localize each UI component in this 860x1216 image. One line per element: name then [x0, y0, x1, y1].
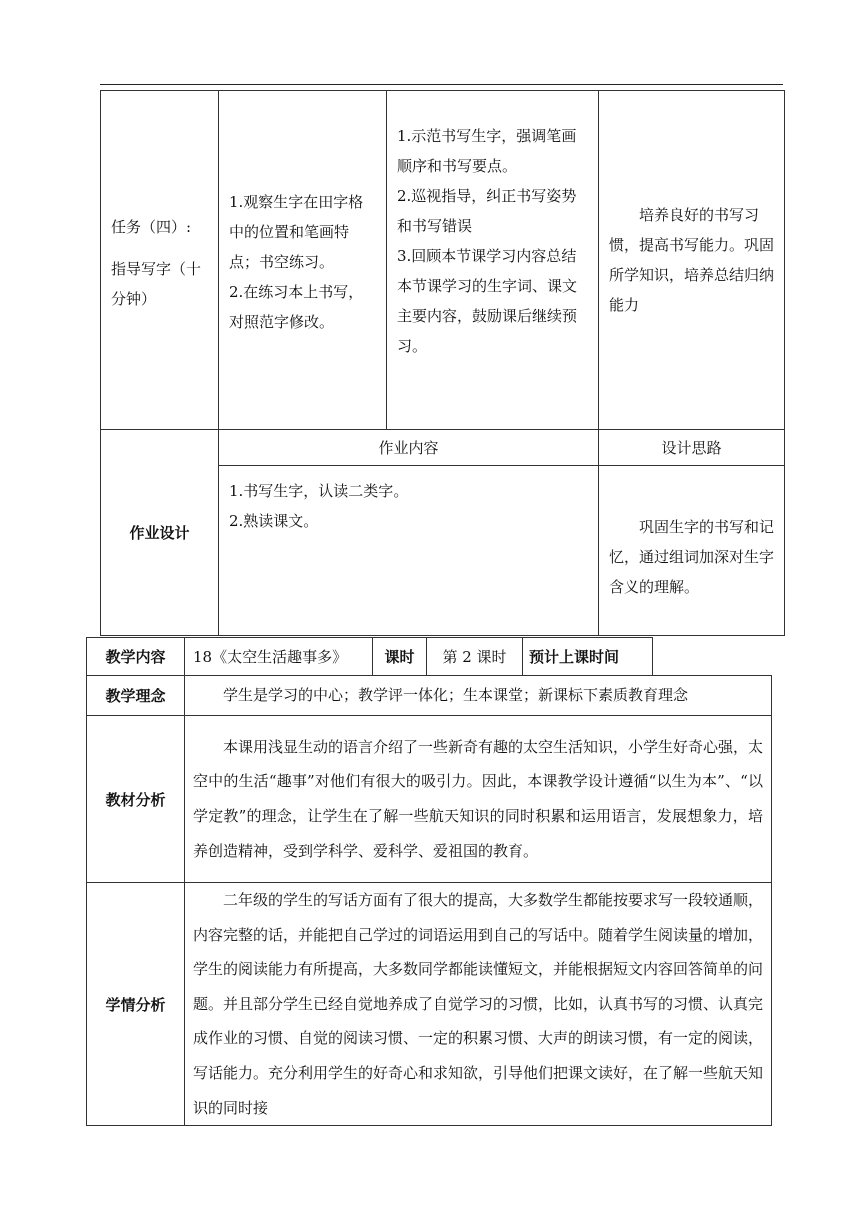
homework-content-header: 作业内容	[219, 430, 599, 466]
homework-design-text: 巩固生字的书写和记忆，通过组词加深对生字含义的理解。	[609, 517, 775, 596]
task4-teacher-item: 2.巡视指导，纠正书写姿势和书写错误	[397, 187, 577, 235]
material-row	[87, 716, 772, 883]
task4-teacher-item: 1.示范书写生字，强调笔画顺序和书写要点。	[397, 127, 577, 175]
homework-content-cell	[219, 466, 599, 636]
task4-student-item: 2.在练习本上书写，对照范字修改。	[229, 283, 364, 331]
task4-purpose-text: 培养良好的书写习惯，提高书写能力。巩固所学知识，培养总结归纳能力	[609, 206, 775, 314]
task4-teacher-cell	[387, 91, 599, 430]
task4-student-item: 1.观察生字在田字格中的位置和笔画特点；书空练习。	[229, 193, 364, 271]
homework-design-header: 设计思路	[599, 430, 785, 466]
homework-item: 1.书写生字，认读二类字。	[229, 482, 409, 500]
material-value: 本课用浅显生动的语言介绍了一些新奇有趣的太空生活知识，小学生好奇心强，太空中的生活“趣事”对他们有很大的吸引力。因此，本课教学设计遵循“以生为本”、“以学定教”的理念，让学生在了解一些航天知识的同时积累和运用语言，发展想象力，培养创造精神，受到学科学、爱科学、爱祖国的教育。	[185, 716, 772, 883]
task4-title-line1: 任务（四）:	[111, 218, 192, 236]
task4-student-cell	[219, 91, 387, 430]
content-label: 教学内容	[87, 638, 185, 676]
header-rule	[100, 84, 783, 85]
period-value: 第 2 课时	[427, 638, 523, 676]
homework-design-cell	[599, 466, 785, 636]
homework-item: 2.熟读课文。	[229, 512, 319, 530]
homework-label: 作业设计	[101, 430, 219, 636]
lesson-plan-table	[86, 637, 772, 1126]
material-label: 教材分析	[87, 716, 185, 883]
task4-title-line2: 指导写字（十分钟）	[111, 260, 202, 308]
learner-row	[87, 883, 772, 1126]
task4-teacher-item: 3.回顾本节课学习内容总结本节课学习的生字词、课文主要内容，鼓励课后继续预习。	[397, 247, 578, 355]
content-value: 18《太空生活趣事多》	[185, 638, 373, 676]
learner-value: 二年级的学生的写话方面有了很大的提高，大多数学生都能按要求写一段较通顺，内容完整的话，并能把自己学过的词语运用到自己的写话中。随着学生阅读量的增加，学生的阅读能力有所提高，大多数同学都能读懂短文，并能根据短文内容回答简单的问题。并且部分学生已经自觉地养成了自觉学习的习惯，比如，认真书写的习惯、认真完成作业的习惯、自觉的阅读习惯、一定的积累习惯、大声的朗读习惯，有一定的阅读，写话能力。充分利用学生的好奇心和求知欲，引导他们把课文读好，在了解一些航天知识的同时接	[185, 883, 772, 1126]
task4-title-cell	[101, 91, 219, 430]
time-label: 预计上课时间	[523, 638, 653, 676]
task4-row	[101, 91, 785, 430]
period-label: 课时	[373, 638, 427, 676]
philosophy-row	[87, 676, 772, 716]
time-value	[653, 638, 772, 676]
homework-header-row	[101, 430, 785, 466]
philosophy-value: 学生是学习的中心；教学评一体化；生本课堂；新课标下素质教育理念	[185, 676, 772, 716]
task-homework-table	[100, 90, 785, 636]
task4-purpose-cell	[599, 91, 785, 430]
content-row	[87, 638, 772, 676]
philosophy-label: 教学理念	[87, 676, 185, 716]
learner-label: 学情分析	[87, 883, 185, 1126]
